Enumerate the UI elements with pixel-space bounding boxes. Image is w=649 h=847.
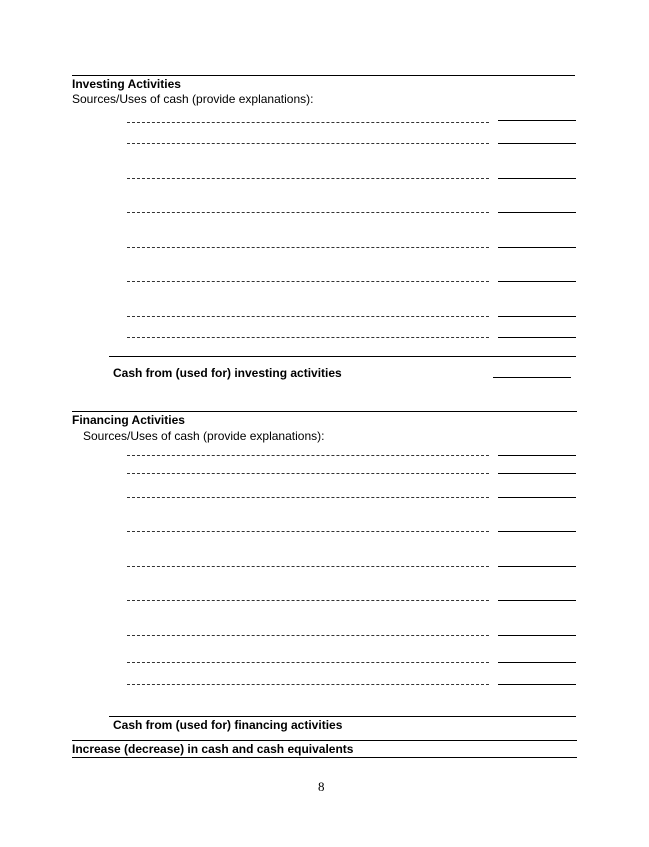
net-change-bottom-rule: [72, 757, 577, 758]
explanation-line[interactable]: [127, 635, 489, 636]
amount-blank[interactable]: [498, 120, 576, 121]
amount-blank[interactable]: [498, 684, 576, 685]
explanation-line[interactable]: [127, 600, 489, 601]
financing-subtotal-rule: [109, 716, 576, 717]
amount-blank[interactable]: [498, 178, 576, 179]
explanation-line[interactable]: [127, 662, 489, 663]
explanation-line[interactable]: [127, 122, 489, 123]
financing-top-rule: [72, 411, 577, 412]
explanation-line[interactable]: [127, 143, 489, 144]
explanation-line[interactable]: [127, 455, 489, 456]
investing-subtotal-rule: [109, 356, 576, 357]
amount-blank[interactable]: [498, 473, 576, 474]
investing-heading: Investing Activities: [72, 77, 181, 91]
explanation-line[interactable]: [127, 566, 489, 567]
financing-instructions: Sources/Uses of cash (provide explanations):: [83, 429, 325, 443]
financing-total-label: Cash from (used for) financing activities: [113, 718, 343, 732]
explanation-line[interactable]: [127, 497, 489, 498]
amount-blank[interactable]: [498, 316, 576, 317]
amount-blank[interactable]: [498, 566, 576, 567]
financing-heading: Financing Activities: [72, 413, 185, 427]
explanation-line[interactable]: [127, 684, 489, 685]
explanation-line[interactable]: [127, 178, 489, 179]
investing-total-blank[interactable]: [493, 377, 571, 378]
investing-instructions: Sources/Uses of cash (provide explanations):: [72, 92, 314, 106]
explanation-line[interactable]: [127, 212, 489, 213]
amount-blank[interactable]: [498, 662, 576, 663]
explanation-line[interactable]: [127, 337, 489, 338]
amount-blank[interactable]: [498, 212, 576, 213]
explanation-line[interactable]: [127, 531, 489, 532]
amount-blank[interactable]: [498, 635, 576, 636]
amount-blank[interactable]: [498, 455, 576, 456]
amount-blank[interactable]: [498, 497, 576, 498]
amount-blank[interactable]: [498, 281, 576, 282]
explanation-line[interactable]: [127, 316, 489, 317]
explanation-line[interactable]: [127, 281, 489, 282]
amount-blank[interactable]: [498, 143, 576, 144]
net-change-rule: [72, 740, 577, 741]
amount-blank[interactable]: [498, 600, 576, 601]
amount-blank[interactable]: [498, 531, 576, 532]
net-change-label: Increase (decrease) in cash and cash equivalents: [72, 742, 354, 756]
explanation-line[interactable]: [127, 247, 489, 248]
explanation-line[interactable]: [127, 473, 489, 474]
investing-total-label: Cash from (used for) investing activities: [113, 366, 342, 380]
page-number: 8: [318, 779, 325, 794]
amount-blank[interactable]: [498, 337, 576, 338]
top-rule: [72, 75, 575, 76]
amount-blank[interactable]: [498, 247, 576, 248]
